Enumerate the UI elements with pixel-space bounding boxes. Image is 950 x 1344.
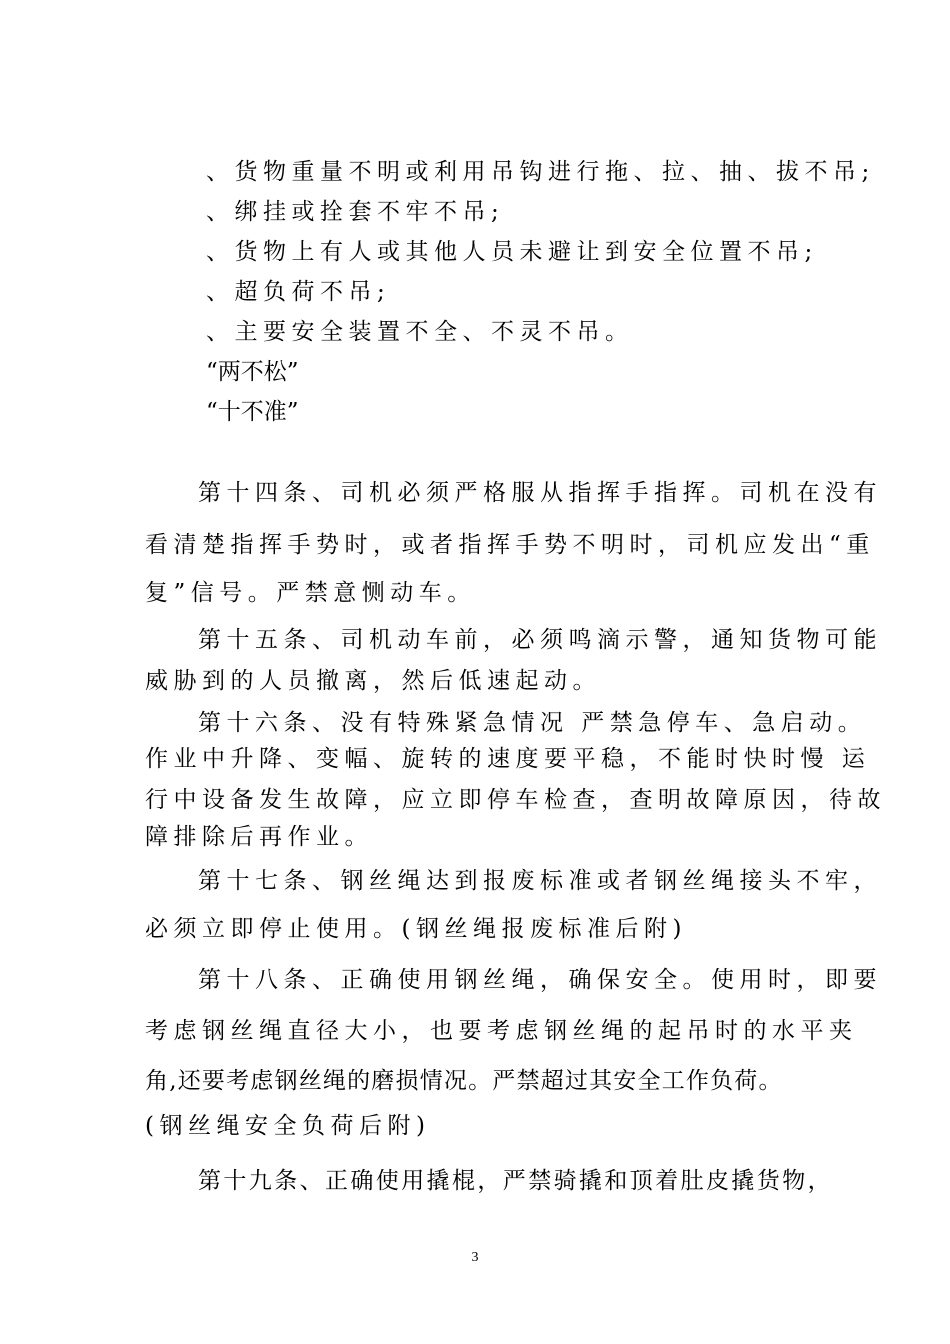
paragraph-line: 第十五条、司机动车前，必须鸣滴示警，通知货物可能 [198,627,882,653]
paragraph-line: 第十九条、正确使用撬棍，严禁骑撬和顶着肚皮撬货物， [198,1168,833,1194]
section-heading: “十不准” [206,399,299,425]
list-item: 、绑挂或拴套不牢不吊; [206,199,505,225]
paragraph-line: 角,还要考虑钢丝绳的磨损情况。严禁超过其安全工作负荷。 [145,1068,783,1094]
paragraph-line: 第十六条、没有特殊紧急情况 严禁急停车、急启动。 [198,710,867,736]
list-item: 、货物上有人或其他人员未避让到安全位置不吊; [206,239,818,265]
paragraph-line: 行中设备发生故障，应立即停车检查，查明故障原因，待故 [145,787,886,813]
list-item: 、货物重量不明或利用吊钩进行拖、拉、抽、拔不吊; [206,159,875,185]
paragraph-line: 考虑钢丝绳直径大小，也要考虑钢丝绳的起吊时的水平夹 [145,1018,858,1044]
page-number: 3 [471,1250,479,1265]
paragraph-line: (钢丝绳安全负荷后附) [145,1113,431,1139]
list-item: 、超负荷不吊; [206,279,391,305]
paragraph-line: 必须立即停止使用。(钢丝绳报废标准后附) [145,916,687,942]
paragraph-line: 第十八条、正确使用钢丝绳，确保安全。使用时，即要 [198,967,882,993]
paragraph-line: 第十七条、钢丝绳达到报废标准或者钢丝绳接头不牢， [198,868,882,894]
paragraph-line: 复”信号。严禁意恻动车。 [145,580,476,606]
paragraph-line: 看清楚指挥手势时，或者指挥手势不明时，司机应发出“重 [145,532,875,558]
paragraph-line: 威胁到的人员撤离，然后低速起动。 [145,668,601,694]
paragraph-line: 障排除后再作业。 [145,824,373,850]
list-item: 、主要安全装置不全、不灵不吊。 [206,319,634,345]
section-heading: “两不松” [206,359,299,385]
paragraph-line: 第十四条、司机必须严格服从指挥手指挥。司机在没有 [198,480,882,506]
paragraph-line: 作业中升降、变幅、旋转的速度要平稳，不能时快时慢 运 [145,746,871,772]
